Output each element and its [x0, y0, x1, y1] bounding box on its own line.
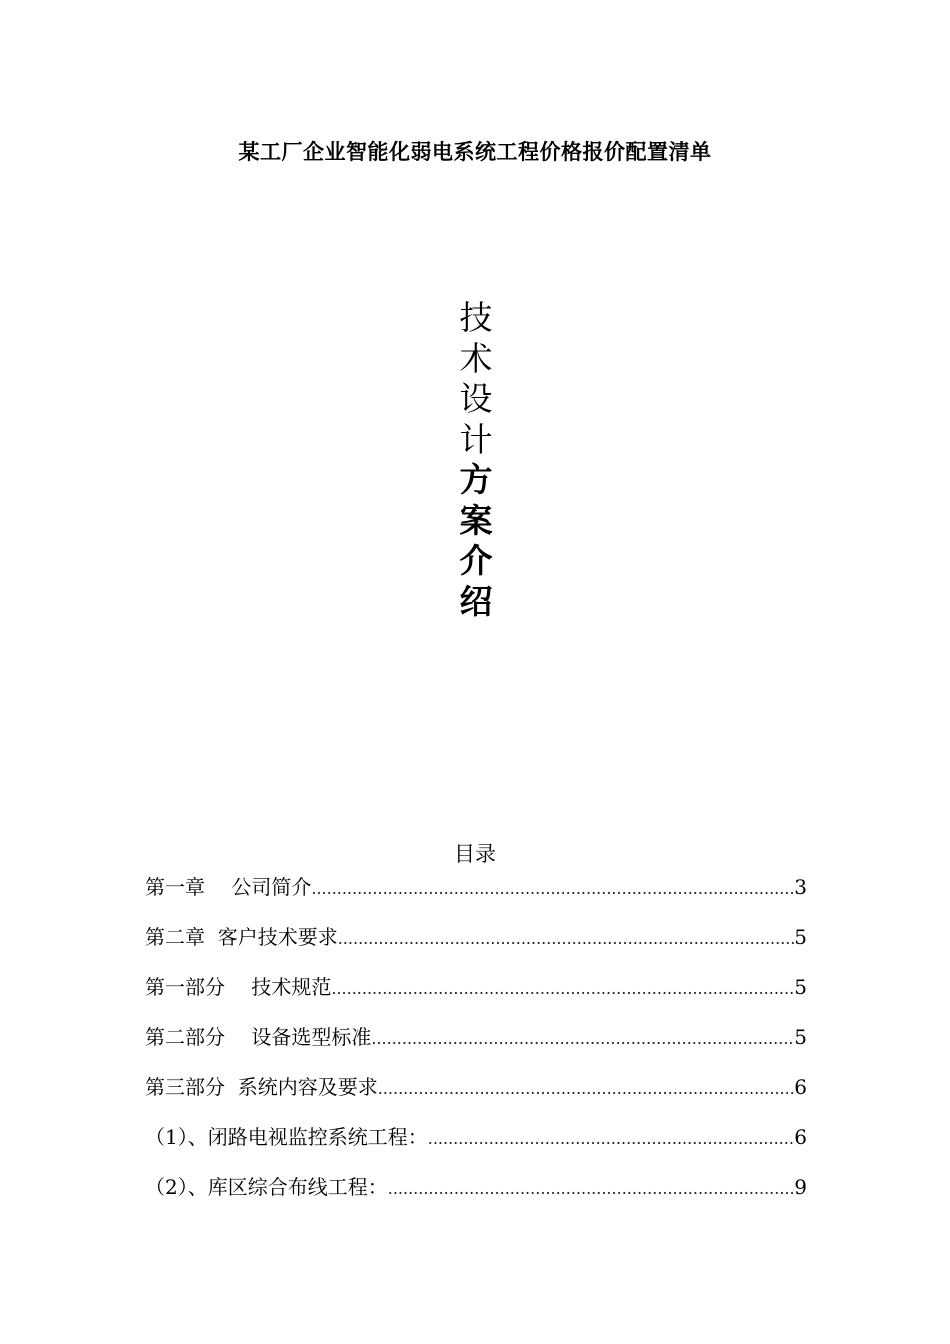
vertical-title-char: 技 — [459, 298, 493, 337]
vertical-title-char: 方 — [459, 460, 493, 499]
vertical-title-char: 计 — [459, 419, 493, 459]
toc-entry-label: 第一部分 技术规范 — [145, 975, 332, 999]
toc-leader-dots — [371, 1021, 794, 1057]
toc-entry[interactable] — [145, 1069, 807, 1119]
toc-entry[interactable] — [145, 919, 807, 969]
toc-leader-dots — [338, 921, 795, 957]
toc-heading: 目录 — [454, 842, 496, 866]
vertical-title-char: 术 — [459, 338, 493, 378]
toc-entry-page: 5 — [794, 1025, 807, 1049]
vertical-title-char: 介 — [459, 541, 493, 580]
toc-entry-label: 第二章 客户技术要求 — [145, 925, 338, 949]
toc-leader-dots — [331, 971, 794, 1007]
toc-entry-page: 5 — [794, 925, 807, 949]
toc-entry-page: 6 — [794, 1125, 807, 1149]
toc-entry-page: 3 — [794, 875, 807, 899]
toc-leader-dots — [388, 1171, 795, 1207]
vertical-title-char: 绍 — [459, 581, 493, 621]
toc-entry[interactable] — [145, 869, 807, 919]
document-title: 某工厂企业智能化弱电系统工程价格报价配置清单 — [238, 139, 712, 164]
toc-entry[interactable] — [145, 1019, 807, 1069]
vertical-title-char: 设 — [459, 379, 493, 418]
toc-entry-page: 6 — [794, 1075, 807, 1099]
toc-entry-label: 第一章 公司简介 — [145, 875, 312, 899]
toc-entry[interactable] — [145, 1169, 807, 1219]
toc-entry-label: （1）、闭路电视监控系统工程： — [145, 1125, 428, 1149]
table-of-contents — [145, 869, 807, 1219]
toc-entry-label: 第三部分 系统内容及要求 — [145, 1075, 378, 1099]
toc-entry[interactable] — [145, 1119, 807, 1169]
toc-entry-page: 9 — [794, 1175, 807, 1199]
toc-entry-page: 5 — [794, 975, 807, 999]
toc-leader-dots — [428, 1121, 795, 1157]
toc-entry-label: （2）、库区综合布线工程： — [145, 1175, 388, 1199]
toc-leader-dots — [311, 871, 794, 907]
toc-entry-label: 第二部分 设备选型标准 — [145, 1025, 372, 1049]
vertical-title — [455, 298, 497, 622]
toc-entry[interactable] — [145, 969, 807, 1019]
vertical-title-char: 案 — [459, 500, 493, 540]
toc-leader-dots — [378, 1071, 795, 1107]
